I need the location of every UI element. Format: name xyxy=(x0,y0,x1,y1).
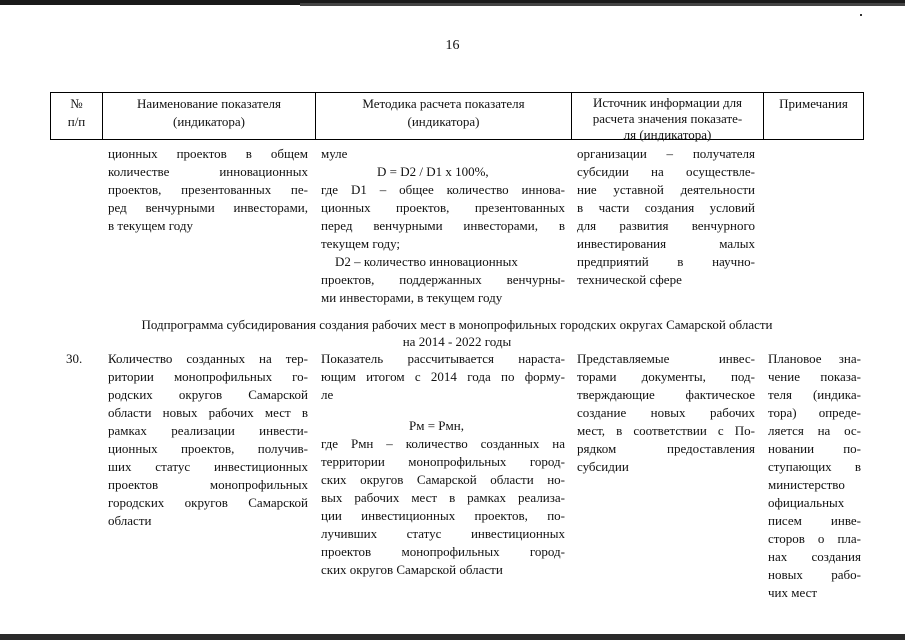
header-source-line: расчета значения показате- xyxy=(592,111,743,126)
text-line: где Рмн – количество созданных на xyxy=(321,436,565,451)
scan-top-edge-shadow xyxy=(300,3,905,6)
header-source-line: ля (индикатора) xyxy=(623,127,712,142)
text-line: ритории монопрофильных го- xyxy=(108,369,308,384)
continued-name xyxy=(108,145,308,235)
subprogram-title-line: на 2014 - 2022 годы xyxy=(402,334,512,349)
text-line: торами документы, под- xyxy=(577,369,755,384)
text-line: где D1 – общее количество иннова- xyxy=(321,182,565,197)
text-line: теля (индика- xyxy=(768,387,861,402)
text-line: городских округов Самарской xyxy=(108,495,308,510)
scan-bottom-edge xyxy=(0,634,905,640)
header-source-line: Источник информации для xyxy=(592,95,743,110)
row-30-method xyxy=(321,350,565,579)
text-line: в текущем году xyxy=(108,218,193,233)
text-line: тора) опреде- xyxy=(768,405,861,420)
row-30-num: 30. xyxy=(66,351,83,366)
text-line: ших статус инвестиционных xyxy=(108,459,308,474)
header-num-line: п/п xyxy=(67,114,86,129)
text-line: муле xyxy=(321,146,348,161)
text-line: проектов, презентованных пе- xyxy=(108,182,308,197)
header-notes-line: Примечания xyxy=(779,96,848,111)
text-line: ции инвестиционных проектов, по- xyxy=(321,508,565,523)
text-line: ми инвесторами, в текущем году xyxy=(321,290,503,305)
header-name-line: (индикатора) xyxy=(173,114,245,129)
text-line: официальных xyxy=(768,495,845,510)
text-line: проектов монопрофильных город- xyxy=(321,544,565,559)
formula: Рм = Рмн, xyxy=(409,418,464,433)
text-line: чих мест xyxy=(768,585,818,600)
text-line: количестве инновационных xyxy=(108,164,308,179)
text-line: субсидии на осуществле- xyxy=(577,164,755,179)
text-line: проектов монопрофильных xyxy=(108,477,308,492)
row-30-notes xyxy=(768,350,861,602)
header-notes xyxy=(763,92,864,140)
text-line: ред венчурными инвесторами, xyxy=(108,200,308,215)
text-line: ционных проектов в общем xyxy=(108,146,308,161)
text-line: рядком предоставления xyxy=(577,441,755,456)
text-line: нах создания xyxy=(768,549,861,564)
text-line: области новых рабочих мест в xyxy=(108,405,308,420)
page-number: 16 xyxy=(445,38,460,53)
header-source xyxy=(571,92,763,140)
text-line: ских округов Самарской области но- xyxy=(321,472,565,487)
header-num-line: № xyxy=(70,96,83,111)
text-line: субсидии xyxy=(577,459,629,474)
text-line: ступающих в xyxy=(768,459,861,474)
text-line: ляется на ос- xyxy=(768,423,861,438)
text-line: проектов, поддержанных венчурны- xyxy=(321,272,565,287)
continued-method xyxy=(321,145,565,307)
text-line: территории монопрофильных город- xyxy=(321,454,565,469)
text-line: Представляемые инвес- xyxy=(577,351,755,366)
text-line: новых рабо- xyxy=(768,567,861,582)
header-name-line: Наименование показателя xyxy=(136,96,282,111)
text-line: организации – получателя xyxy=(577,146,755,161)
text-line: текущем году; xyxy=(321,236,401,251)
text-line: писем инве- xyxy=(768,513,861,528)
text-line: ние уставной деятельности xyxy=(577,182,755,197)
text-line: министерство xyxy=(768,477,845,492)
text-line: рамках реализации инвести- xyxy=(108,423,308,438)
text-line: ле xyxy=(321,387,334,402)
text-line: сторов о пла- xyxy=(768,531,861,546)
text-line: Количество созданных на тер- xyxy=(108,351,308,366)
header-method-line: Методика расчета показателя xyxy=(362,96,525,111)
text-line: новании по- xyxy=(768,441,861,456)
text-line: чение показа- xyxy=(768,369,861,384)
header-name xyxy=(102,92,315,140)
text-line: родских округов Самарской xyxy=(108,387,308,402)
text-line: перед венчурными инвесторами, в xyxy=(321,218,565,233)
header-num xyxy=(50,92,102,140)
text-line: ционных проектов, получив- xyxy=(108,441,308,456)
text-line: вых рабочих мест в рамках реализа- xyxy=(321,490,565,505)
subprogram-title xyxy=(50,316,864,350)
text-line: ционных проектов, презентованных xyxy=(321,200,565,215)
text-line: ющим итогом с 2014 года по форму- xyxy=(321,369,565,384)
text-line: области xyxy=(108,513,152,528)
row-30-source xyxy=(577,350,755,476)
subprogram-title-line: Подпрограмма субсидирования создания рабочих мест в монопрофильных городских округах Самарской области xyxy=(141,317,773,332)
text-line: в части создания условий xyxy=(577,200,755,215)
text-line: создание новых рабочих xyxy=(577,405,755,420)
formula: D = D2 / D1 х 100%, xyxy=(377,164,489,179)
text-line: лучивших статус инвестиционных xyxy=(321,526,565,541)
scan-speck xyxy=(860,14,862,16)
text-line: ских округов Самарской области xyxy=(321,562,503,577)
text-line: технической сфере xyxy=(577,272,682,287)
continued-source xyxy=(577,145,755,289)
text-line: Плановое зна- xyxy=(768,351,861,366)
text-line: тверждающие фактическое xyxy=(577,387,755,402)
text-line: мест, в соответствии с По- xyxy=(577,423,755,438)
text-line: инвестирования малых xyxy=(577,236,755,251)
text-line: предприятий в научно- xyxy=(577,254,755,269)
header-method-line: (индикатора) xyxy=(407,114,480,129)
row-30-name xyxy=(108,350,308,530)
header-method xyxy=(315,92,571,140)
text-line: Показатель рассчитывается нараста- xyxy=(321,351,565,366)
text-line: для развития венчурного xyxy=(577,218,755,233)
text-line: D2 – количество инновационных xyxy=(335,254,518,269)
